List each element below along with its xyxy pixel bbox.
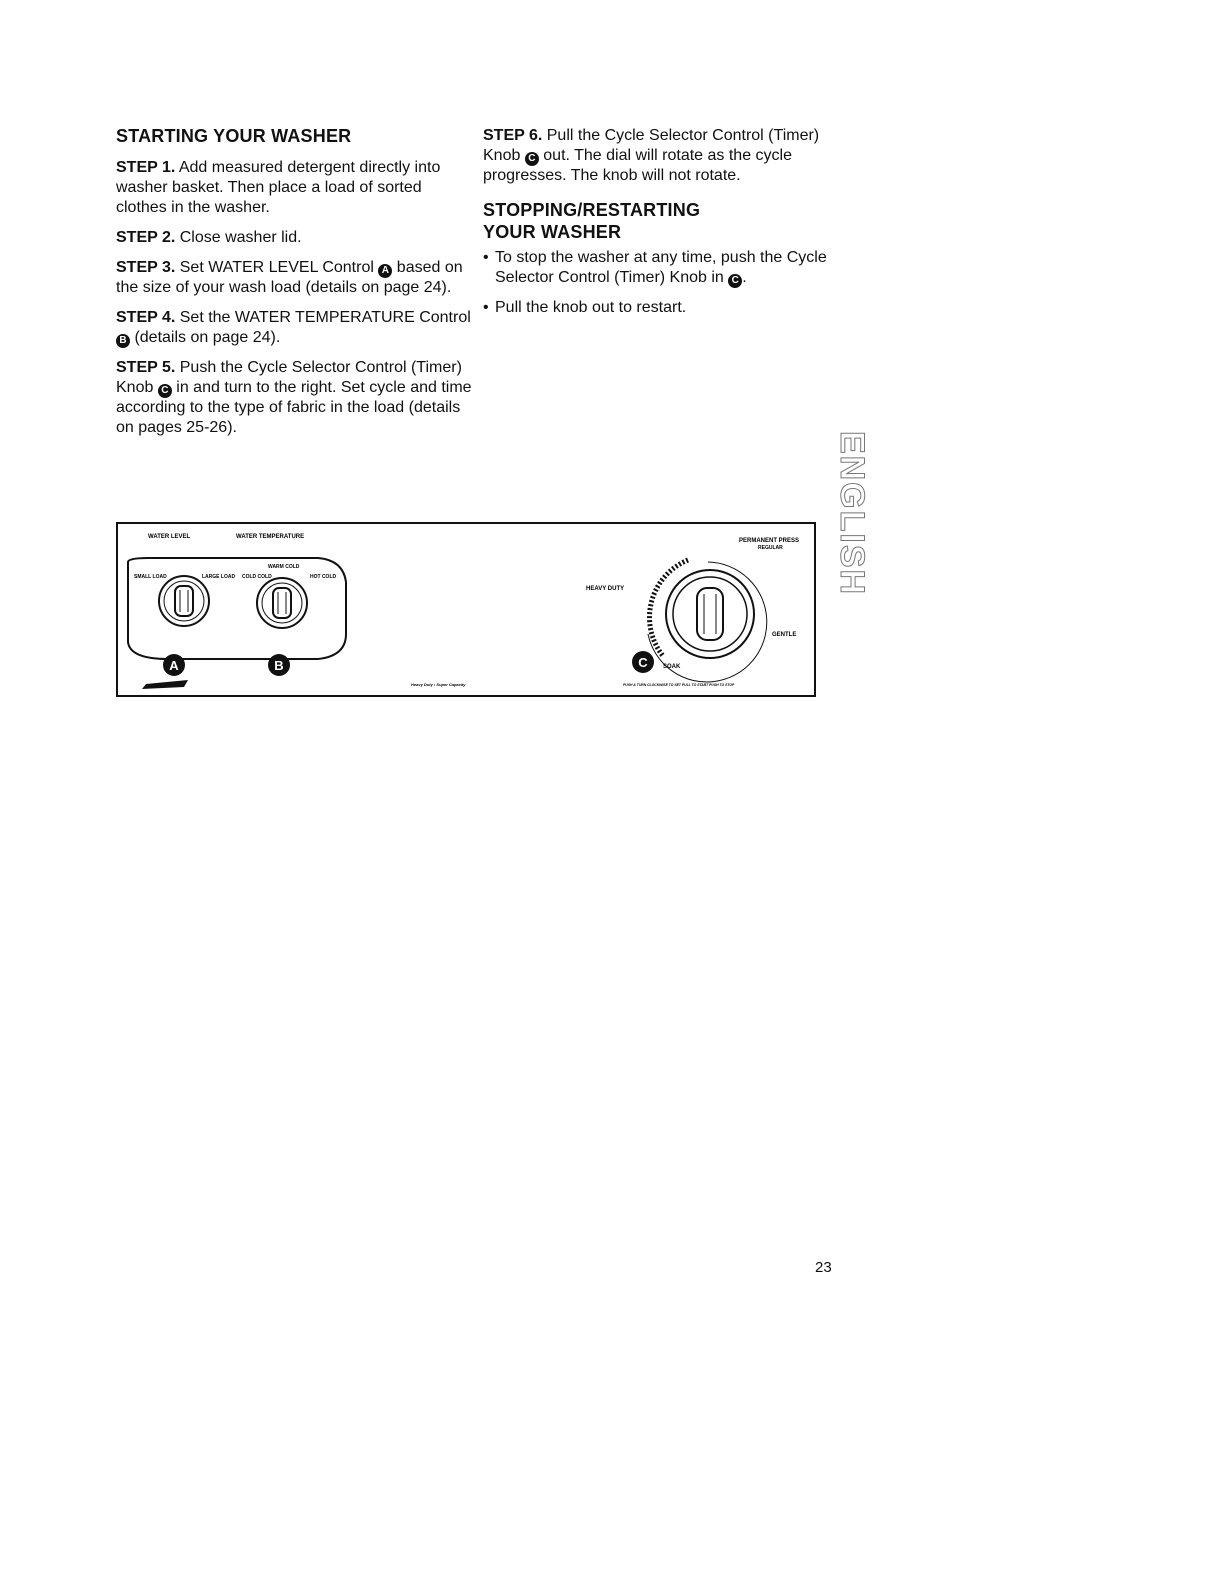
step-2-text: Close washer lid.	[179, 229, 302, 246]
section-heading-starting: STARTING YOUR WASHER	[116, 126, 352, 146]
step-1-text: Add measured detergent directly into washer basket. Then place a load of sorted clothes in the washer.	[116, 159, 441, 216]
badge-a-icon: A	[378, 264, 392, 278]
step-4	[116, 308, 476, 348]
water-temperature-title: WATER TEMPERATURE	[236, 534, 305, 540]
cold-cold-label: COLD COLD	[242, 574, 272, 580]
step-5-text-a: Push the Cycle Selector Control (Timer) Knob	[116, 359, 462, 396]
large-load-label: LARGE LOAD	[202, 574, 236, 580]
list-item	[483, 298, 828, 318]
step-2-label: STEP 2.	[116, 229, 176, 246]
warm-cold-label: WARM COLD	[268, 564, 300, 570]
panel-footer-middle: Heavy Duty • Super Capacity	[411, 682, 466, 687]
step-3-label: STEP 3.	[116, 259, 176, 276]
right-column	[483, 126, 828, 328]
step-3-text-b: based on the size of your wash load (details on page 24).	[116, 259, 463, 296]
list-item	[483, 248, 828, 288]
water-level-title: WATER LEVEL	[148, 534, 191, 540]
brand-logo-icon	[142, 680, 188, 689]
step-4-text-a: Set the WATER TEMPERATURE Control	[179, 309, 471, 326]
marker-c-label: C	[638, 655, 648, 670]
step-3	[116, 258, 476, 298]
hot-cold-label: HOT COLD	[310, 574, 337, 580]
marker-a-label: A	[169, 658, 179, 673]
stopping-list	[483, 248, 828, 318]
panel-footer-right: PUSH & TURN CLOCKWISE TO SET PULL TO START PUSH TO STOP	[623, 683, 735, 687]
badge-b-icon: B	[116, 334, 130, 348]
step-6-text-b: out. The dial will rotate as the cycle progresses. The knob will not rotate.	[483, 147, 792, 184]
step-2	[116, 228, 476, 248]
control-panel-drawing	[118, 524, 818, 699]
step-1	[116, 158, 476, 218]
regular-label: REGULAR	[758, 545, 783, 551]
water-level-knob	[159, 576, 209, 626]
badge-c-icon: C	[158, 384, 172, 398]
language-tab	[832, 423, 872, 603]
marker-b-label: B	[274, 658, 284, 673]
step-6	[483, 126, 828, 186]
step-5-text-b: in and turn to the right. Set cycle and time according to the type of fabric in the load (details on pages 25-26).	[116, 379, 472, 436]
badge-c-icon: C	[728, 274, 742, 288]
soak-label: SOAK	[663, 664, 681, 670]
bullet-1-text-a: To stop the washer at any time, push the Cycle Selector Control (Timer) Knob in	[495, 249, 827, 286]
step-5	[116, 358, 476, 438]
water-temperature-knob	[257, 578, 307, 628]
bullet-1-text-b: .	[742, 269, 747, 286]
step-5-label: STEP 5.	[116, 359, 176, 376]
step-4-text-b: (details on page 24).	[134, 329, 281, 346]
step-6-text-a: Pull the Cycle Selector Control (Timer) Knob	[483, 127, 820, 164]
heavy-duty-label: HEAVY DUTY	[586, 586, 625, 592]
step-1-label: STEP 1.	[116, 159, 176, 176]
section-heading-stopping: STOPPING/RESTARTING	[483, 200, 701, 220]
badge-c-icon: C	[525, 152, 539, 166]
language-tab-label: ENGLISH	[833, 430, 872, 596]
bullet-2-text: Pull the knob out to restart.	[495, 299, 687, 316]
page-number: 23	[815, 1259, 832, 1276]
control-panel-illustration	[116, 522, 816, 697]
left-column	[116, 126, 476, 448]
step-3-text-a: Set WATER LEVEL Control	[179, 259, 374, 276]
permanent-press-label: PERMANENT PRESS	[739, 538, 800, 544]
step-4-label: STEP 4.	[116, 309, 176, 326]
step-6-label: STEP 6.	[483, 127, 543, 144]
section-heading-stopping-line2: YOUR WASHER	[483, 222, 622, 242]
gentle-label: GENTLE	[772, 632, 797, 638]
small-load-label: SMALL LOAD	[134, 574, 167, 580]
